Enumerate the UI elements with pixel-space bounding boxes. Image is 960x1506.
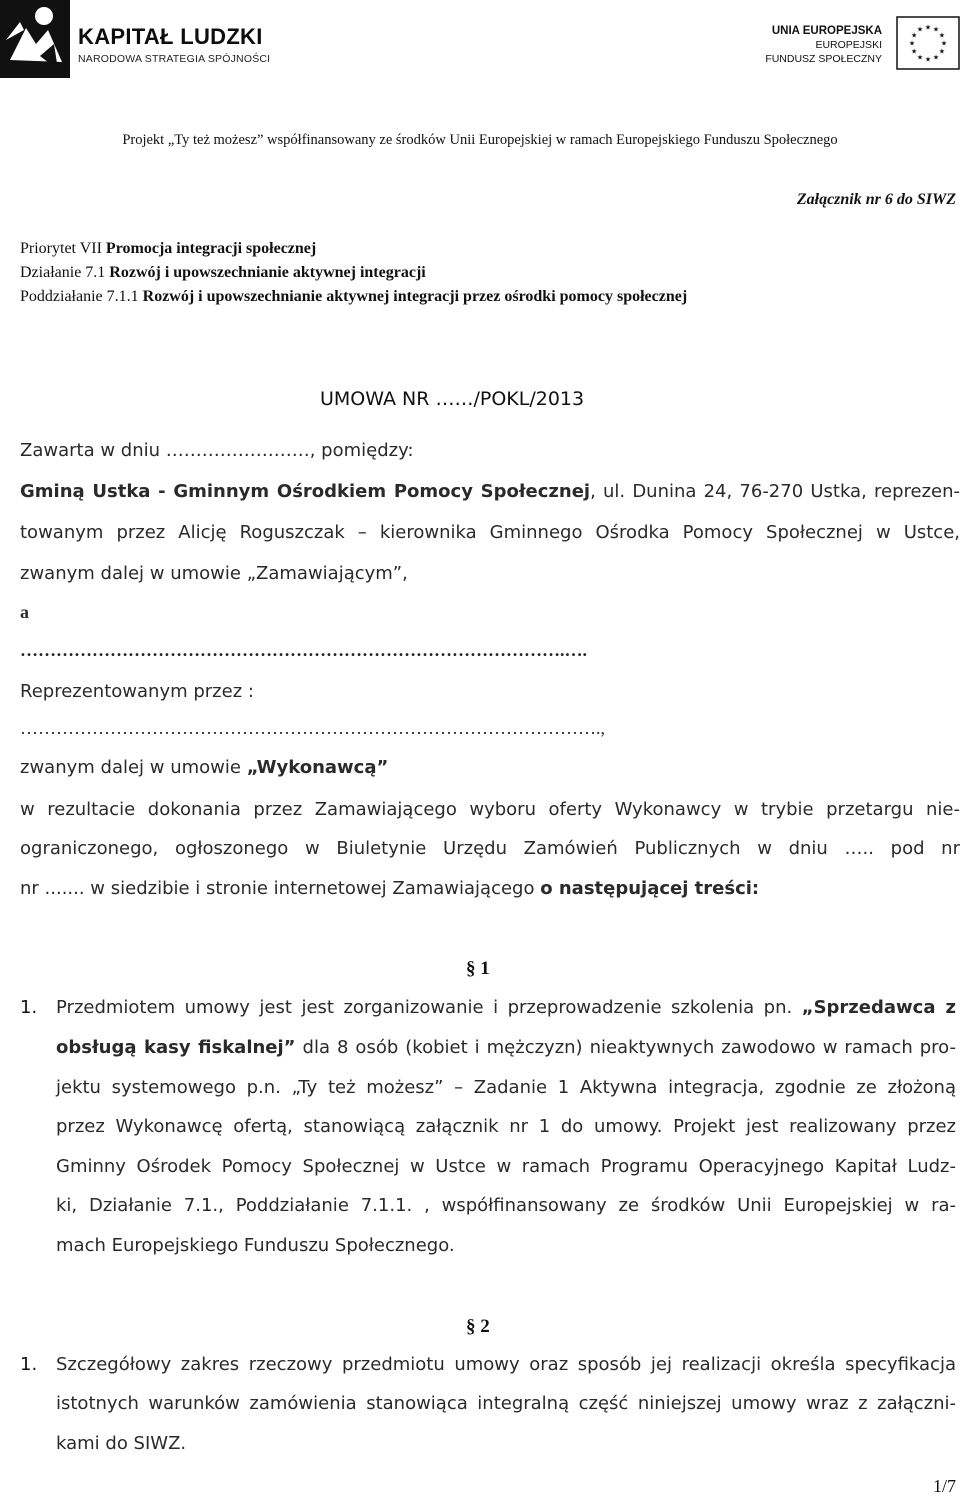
- section1-heading: § 1: [466, 958, 490, 979]
- party2-called-line: [20, 757, 960, 778]
- eu-star-icon: ★: [916, 53, 924, 62]
- eu-star-icon: ★: [932, 53, 940, 62]
- attachment-label: Załącznik nr 6 do SIWZ: [796, 191, 956, 208]
- eu-logo-line1: UNIA EUROPEJSKA: [771, 25, 882, 37]
- priority-value: Promocja integracji społecznej: [105, 240, 317, 257]
- subaction-line: [20, 288, 687, 306]
- party2-name-placeholder: ……………………………………………………………………………….….: [20, 640, 587, 660]
- subaction-value: Rozwój i upowszechnianie aktywnej integracji przez ośrodki pomocy społecznej: [142, 288, 688, 305]
- eu-star-icon: ★: [932, 25, 940, 34]
- eu-flag-icon: [896, 16, 960, 70]
- section1-item-number: 1.: [20, 997, 38, 1018]
- result-line3: [20, 878, 960, 899]
- kapital-ludzki-logo: [0, 0, 300, 78]
- section1-line5: Gminny Ośrodek Pomocy Społecznej w Ustce w ramach Programu Operacyjnego Kapitał Ludz-: [56, 1156, 956, 1177]
- section1-line2-bold: obsługą kasy fiskalnej”: [56, 1037, 296, 1058]
- eu-logo-line3: FUNDUSZ SPOŁECZNY: [765, 53, 882, 65]
- result-line3-bold: o następującej treści:: [540, 878, 760, 899]
- eu-star-icon: ★: [938, 31, 945, 40]
- party2-called-prefix: zwanym dalej w umowie: [20, 757, 247, 778]
- section2-line3: kami do SIWZ.: [56, 1433, 187, 1454]
- project-funding-line: Projekt „Ty też możesz” współfinansowany ze środków Unii Europejskiej w ramach Europejskiego Funduszu Społecznego: [122, 132, 838, 148]
- eu-logo: [740, 12, 960, 74]
- eu-logo-text: [765, 24, 882, 66]
- kapital-ludzki-title: KAPITAŁ LUDZKI: [78, 24, 263, 49]
- eu-star-icon: ★: [911, 47, 918, 56]
- section1-line3: jektu systemowego p.n. „Ty też możesz” – Zadanie 1 Aktywna integracja, zgodnie ze złożoną: [56, 1077, 956, 1098]
- section1-line6: ki, Działanie 7.1., Poddziałanie 7.1.1. , współfinansowany ze środków Unii Europejskiej w ra-: [56, 1195, 956, 1216]
- eu-star-icon: ★: [908, 39, 916, 48]
- priority-line: [20, 240, 316, 258]
- eu-star-icon: ★: [924, 55, 932, 64]
- party1-name: Gminą Ustka - Gminnym Ośrodkiem Pomocy Społecznej: [20, 481, 591, 502]
- kapital-ludzki-subtitle: NARODOWA STRATEGIA SPÓJNOŚCI: [78, 53, 271, 65]
- section1-line1-bold: „Sprzedawca z: [801, 997, 956, 1018]
- result-line2: ograniczonego, ogłoszonego w Biuletynie Urzędu Zamówień Publicznych w dniu ….. pod nr: [20, 838, 960, 859]
- party1-line2: towanym przez Alicję Roguszczak – kierownika Gminnego Ośrodka Pomocy Społecznej w Ustce,: [20, 522, 960, 543]
- and-conjunction: a: [20, 602, 29, 622]
- represented-by-label: Reprezentowanym przez :: [20, 681, 254, 702]
- contract-date-line: Zawarta w dniu ……………………, pomiędzy:: [20, 440, 414, 461]
- result-line1: w rezultacie dokonania przez Zamawiającego wyboru oferty Wykonawcy w trybie przetargu nie-: [20, 799, 960, 820]
- subaction-label: Poddziałanie 7.1.1: [20, 288, 143, 305]
- section1-line4: przez Wykonawcę ofertą, stanowiącą załącznik nr 1 do umowy. Projekt jest realizowany przez: [56, 1116, 956, 1137]
- eu-star-icon: ★: [916, 25, 924, 34]
- section2-heading: § 2: [466, 1316, 490, 1337]
- section1-line1: [56, 997, 956, 1018]
- party1-line1: [20, 481, 960, 502]
- section1-line7: mach Europejskiego Funduszu Społecznego.: [56, 1235, 455, 1256]
- action-value: Rozwój i upowszechnianie aktywnej integracji: [109, 264, 426, 281]
- action-label: Działanie 7.1: [20, 264, 110, 281]
- represented-by-placeholder: …………………………………………………………………………………….,: [20, 718, 605, 738]
- eu-logo-line2: EUROPEJSKI: [815, 39, 882, 51]
- section1-line1-prefix: Przedmiotem umowy jest jest zorganizowanie i przeprowadzenie szkolenia pn.: [56, 997, 802, 1018]
- section1-line2: [56, 1037, 956, 1058]
- eu-star-icon: ★: [924, 23, 932, 32]
- party1-line3: zwanym dalej w umowie „Zamawiającym”,: [20, 563, 408, 584]
- kapital-ludzki-emblem-icon: [0, 0, 70, 78]
- party1-address: , ul. Dunina 24, 76-270 Ustka, reprezen-: [590, 481, 960, 502]
- priority-label: Priorytet VII: [20, 240, 106, 257]
- section1-line2-rest: dla 8 osób (kobiet i mężczyzn) nieaktywnych zawodowo w ramach pro-: [295, 1037, 956, 1058]
- eu-star-icon: ★: [940, 39, 948, 48]
- page-number: 1/7: [932, 1476, 956, 1496]
- result-line3-prefix: nr ....... w siedzibie i stronie internetowej Zamawiającego: [20, 878, 541, 899]
- section2-line2: istotnych warunków zamówienia stanowiąca integralną część niniejszej umowy wraz z załączni-: [56, 1393, 956, 1414]
- contract-title: UMOWA NR ……/POKL/2013: [320, 388, 585, 410]
- action-line: [20, 264, 426, 282]
- party2-called-name: „Wykonawcą”: [246, 757, 389, 778]
- eu-star-icon: ★: [911, 31, 918, 40]
- section2-item-number: 1.: [20, 1354, 38, 1375]
- eu-star-icon: ★: [938, 47, 945, 56]
- section2-line1: Szczegółowy zakres rzeczowy przedmiotu umowy oraz sposób jej realizacji określa specyfikacja: [56, 1354, 956, 1375]
